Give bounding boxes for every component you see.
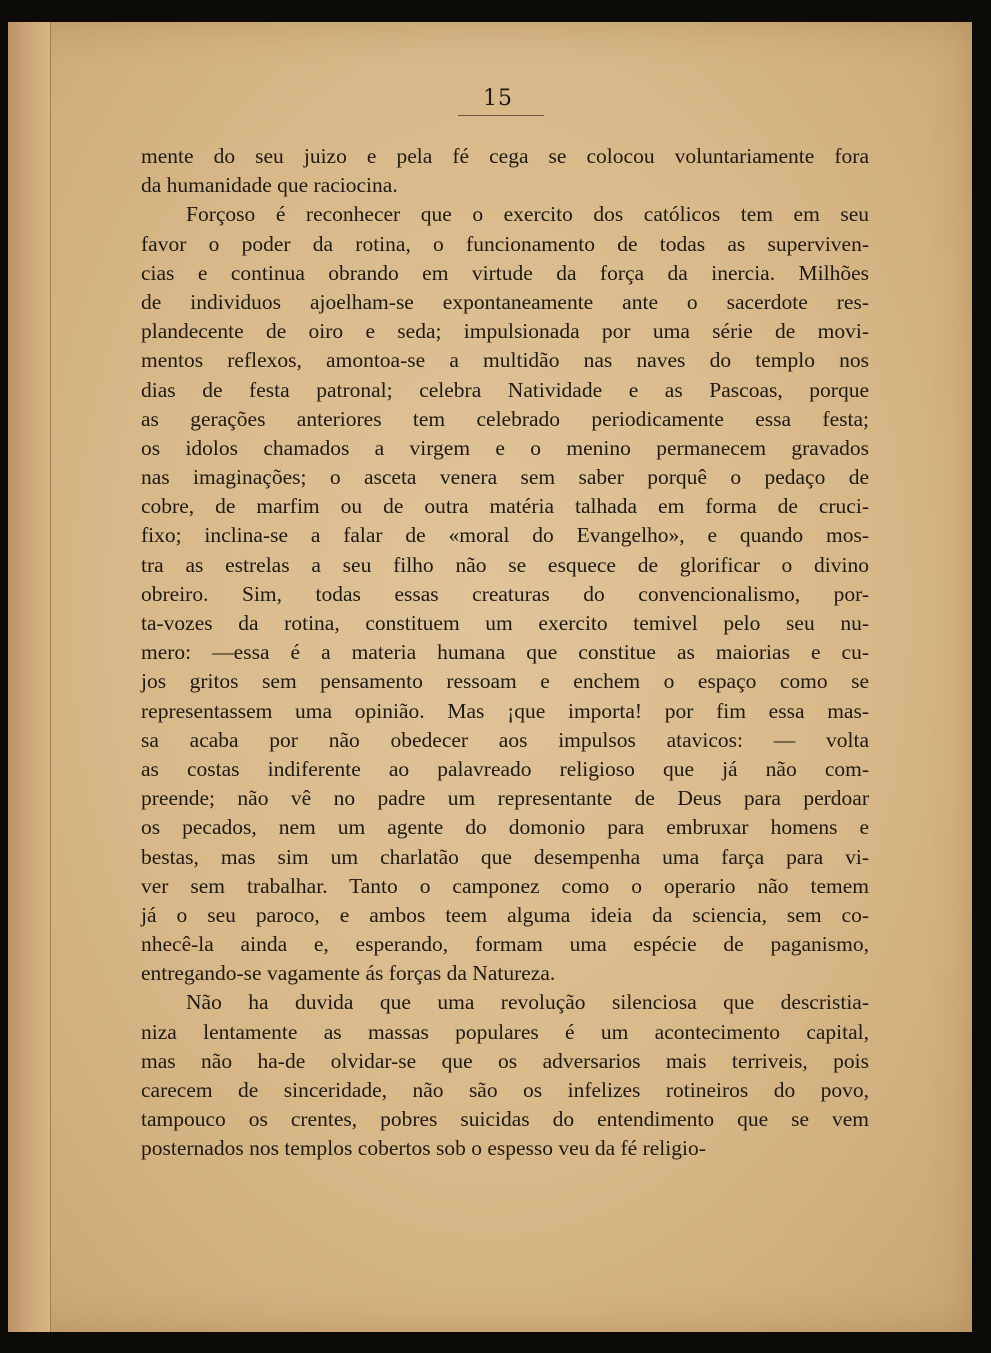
paragraph [141, 988, 869, 1163]
text-line: ver sem trabalhar. Tanto o camponez como o operario não temem [141, 873, 869, 898]
text-line: as gerações anteriores tem celebrado periodicamente essa festa; [141, 406, 869, 431]
text-line: as costas indiferente ao palavreado religioso que já não com- [141, 756, 869, 781]
scanned-book-page [8, 22, 972, 1332]
text-line: posternados nos templos cobertos sob o espesso veu da fé religio- [141, 1136, 706, 1161]
text-line: obreiro. Sim, todas essas creaturas do convencionalismo, por- [141, 581, 869, 606]
page-number-underline [458, 115, 544, 116]
text-line: nhecê-la ainda e, esperando, formam uma espécie de paganismo, [141, 932, 869, 957]
text-line: niza lentamente as massas populares é um acontecimento capital, [141, 1019, 869, 1044]
paragraph [141, 200, 869, 988]
text-line: de individuos ajoelham-se expontaneamente ante o sacerdote res- [141, 289, 869, 314]
text-line: mas não ha-de olvidar-se que os adversarios mais terriveis, pois [141, 1048, 869, 1073]
text-line: bestas, mas sim um charlatão que desempenha uma farça para vi- [141, 844, 869, 869]
text-line: Não ha duvida que uma revolução silenciosa que descristia- [186, 990, 869, 1015]
body-text [141, 142, 869, 1164]
text-line: já o seu paroco, e ambos teem alguma ideia da sciencia, sem co- [141, 902, 869, 927]
text-line: mente do seu juizo e pela fé cega se colocou voluntariamente fora [141, 144, 869, 168]
text-line: cias e continua obrando em virtude da força da inercia. Milhões [141, 260, 869, 285]
text-line: mentos reflexos, amontoa-se a multidão nas naves do templo nos [141, 348, 869, 373]
text-line: dias de festa patronal; celebra Natividade e as Pascoas, porque [141, 377, 869, 402]
text-line: jos gritos sem pensamento ressoam e enchem o espaço como se [141, 669, 869, 694]
text-line: fixo; inclina-se a falar de «moral do Evangelho», e quando mos- [141, 523, 869, 548]
text-line: ta-vozes da rotina, constituem um exercito temivel pelo seu nu- [141, 611, 869, 635]
text-line: sa acaba por não obedecer aos impulsos atavicos: — volta [141, 727, 869, 752]
text-line: carecem de sinceridade, não são os infelizes rotineiros do povo, [141, 1078, 869, 1102]
text-line: entregando-se vagamente ás forças da Natureza. [141, 961, 556, 986]
text-line: favor o poder da rotina, o funcionamento de todas as superviven- [141, 231, 869, 256]
text-line: os idolos chamados a virgem e o menino permanecem gravados [141, 435, 869, 460]
page-number: 15 [483, 86, 513, 111]
book-spine-edge [8, 22, 51, 1332]
text-line: preende; não vê no padre um representante de Deus para perdoar [141, 786, 869, 811]
text-line: os pecados, nem um agente do domonio para embruxar homens e [141, 815, 869, 840]
text-line: plandecente de oiro e seda; impulsionada por uma série de movi- [141, 319, 869, 344]
text-line: tampouco os crentes, pobres suicidas do entendimento que se vem [141, 1107, 869, 1132]
text-line: mero: —essa é a materia humana que constitue as maiorias e cu- [141, 640, 869, 665]
text-line: representassem uma opinião. Mas ¡que importa! por fim essa mas- [141, 698, 869, 723]
paragraph [141, 142, 869, 200]
text-line: da humanidade que raciocina. [141, 173, 398, 198]
text-line: Forçoso é reconhecer que o exercito dos católicos tem em seu [186, 202, 869, 227]
text-line: cobre, de marfim ou de outra matéria talhada em forma de cruci- [141, 494, 869, 519]
text-line: tra as estrelas a seu filho não se esquece de glorificar o divino [141, 552, 869, 577]
text-line: nas imaginações; o asceta venera sem saber porquê o pedaço de [141, 465, 869, 490]
